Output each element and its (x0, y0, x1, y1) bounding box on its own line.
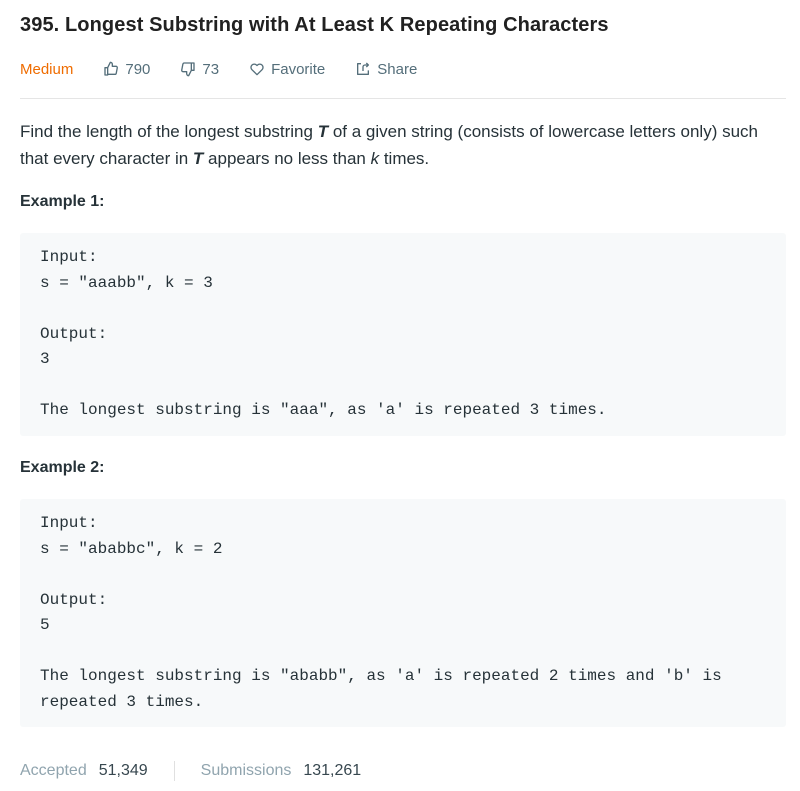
description-text: Find the length of the longest substring (20, 122, 318, 141)
description-text: times. (379, 149, 430, 168)
example-1-input-label: Input: (40, 248, 98, 266)
header-divider (20, 98, 786, 99)
dislike-button[interactable] (180, 61, 219, 78)
example-2-input: s = "ababbc", k = 2 (40, 539, 223, 558)
submissions-label: Submissions (200, 762, 292, 779)
example-2-explanation-line1: The longest substring is "ababb", as 'a' is repeated 2 times and 'b' is (40, 667, 722, 685)
thumbs-up-icon (103, 61, 119, 77)
description-var-t: T (192, 149, 204, 168)
description-text: of a given string (consists of lowercase letters only) such that every character in (20, 122, 758, 168)
dislike-count: 73 (202, 60, 220, 78)
like-count: 790 (125, 60, 151, 78)
share-icon (355, 61, 371, 77)
description-var-k: k (370, 149, 380, 168)
problem-meta-bar (20, 59, 447, 79)
description-var-t: T (317, 122, 329, 141)
favorite-button[interactable] (249, 61, 325, 78)
example-1-heading: Example 1: (20, 193, 105, 210)
submissions-value: 131,261 (303, 762, 362, 779)
share-button[interactable] (355, 61, 417, 78)
example-1-explanation: The longest substring is "aaa", as 'a' is repeated 3 times. (40, 401, 607, 419)
example-1-input: s = "aaabb", k = 3 (40, 273, 213, 292)
example-1-output: 3 (40, 350, 50, 368)
problem-description (20, 118, 780, 172)
description-text: appears no less than (203, 149, 371, 168)
thumbs-down-icon (180, 61, 196, 77)
like-button[interactable] (103, 61, 150, 78)
share-label: Share (377, 60, 418, 78)
heart-icon (249, 61, 265, 77)
example-2-output-label: Output: (40, 590, 108, 609)
example-1-output-label: Output: (40, 324, 108, 343)
accepted-value: 51,349 (98, 762, 148, 779)
submission-stats (20, 761, 361, 781)
difficulty-badge: Medium (20, 60, 74, 78)
problem-title: 395. Longest Substring with At Least K Repeating Characters (20, 14, 609, 36)
example-2-block (20, 499, 786, 727)
example-2-input-label: Input: (40, 514, 98, 532)
accepted-label: Accepted (20, 762, 87, 779)
example-2-heading: Example 2: (20, 459, 105, 476)
example-2-explanation-line2: repeated 3 times. (40, 692, 204, 711)
example-2-output: 5 (40, 616, 50, 634)
stats-divider (174, 761, 175, 781)
favorite-label: Favorite (271, 60, 326, 78)
example-1-block (20, 233, 786, 436)
